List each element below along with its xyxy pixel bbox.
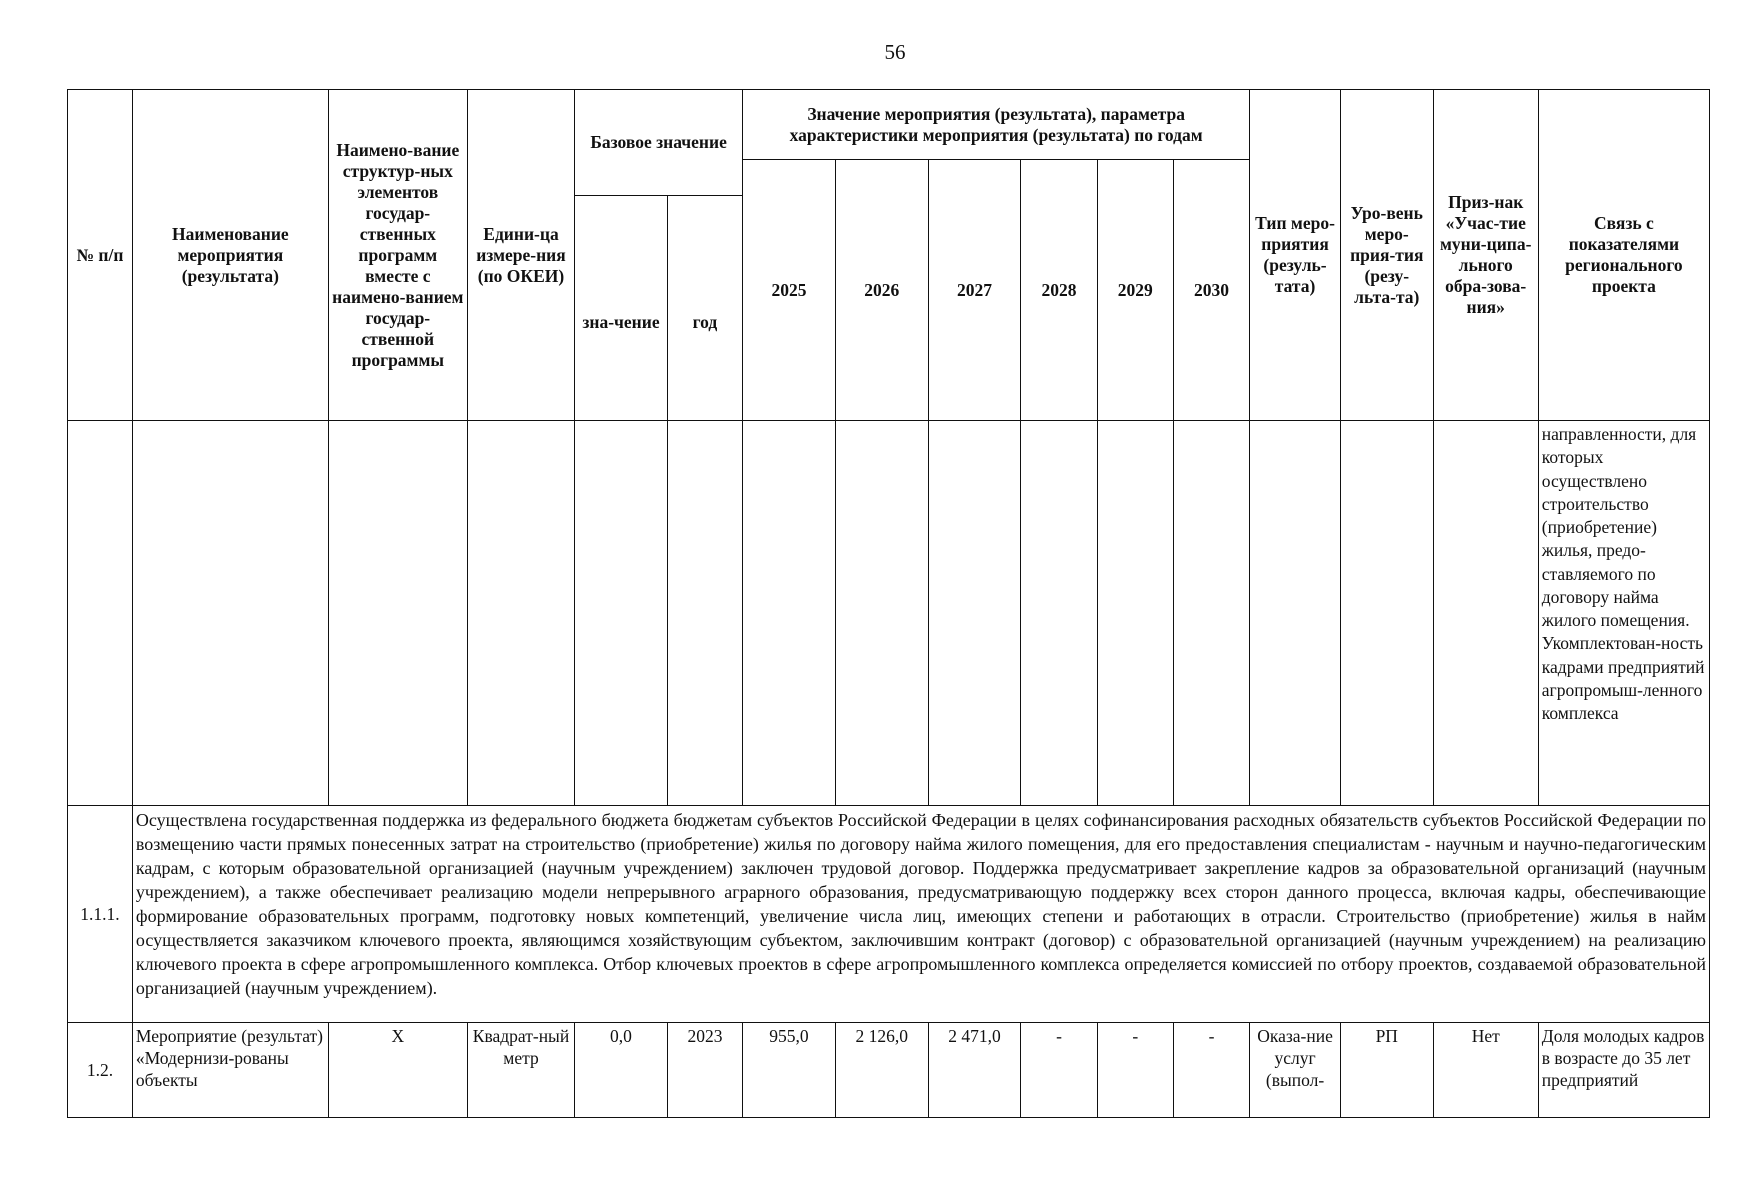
value-2025: 955,0 — [743, 1023, 836, 1118]
unit: Квадрат-ный метр — [467, 1023, 574, 1118]
header-base-year: год — [667, 196, 742, 421]
header-unit: Едини-ца измере-ния (по ОКЕИ) — [467, 90, 574, 421]
cell-empty — [1173, 421, 1249, 806]
header-year-2029: 2029 — [1097, 160, 1173, 421]
municipal-sign: Нет — [1433, 1023, 1538, 1118]
base-year: 2023 — [667, 1023, 742, 1118]
measure-level: РП — [1340, 1023, 1433, 1118]
header-year-2030: 2030 — [1173, 160, 1249, 421]
header-type: Тип меро-приятия (резуль-тата) — [1250, 90, 1341, 421]
header-num: № п/п — [68, 90, 133, 421]
row-1-2 — [68, 1023, 1710, 1118]
row-description: Осуществлена государственная поддержка из федерального бюджета бюджетам субъектов Российской Федерации в целях софинансирования расходных обязательств субъектов Российской Федерации по возмещению части прямых понесенных затрат на строительство (приобретение) жилья по договору найма жилого помещения, для его предоставления специалистам - научным и научно-педагогическим кадрам, с которым образовательной организацией (научным учреждением) заключен трудовой договор. Поддержка предусматривает закрепление кадров за образовательной организаций (научным учреждением), а также обеспечивает реализацию модели непрерывного аграрного образования, предусматривающую поддержку всех сторон данного процесса, включая кадры, обеспечивающие формирование образовательных программ, подготовку новых компетенций, увеличение числа лиц, имеющих степени и работающих в отрасли. Строительство (приобретение) жилья в найм осуществляется заказчиком ключевого проекта, являющимся хозяйствующим субъектом, заключившим контракт (договор) с образовательной организацией (научным учреждением) на реализацию ключевого проекта в сфере агропромышленного комплекса. Отбор ключевых проектов в сфере агропромышленного комплекса определяется комиссией по отбору проектов, создаваемой образовательной организацией (научным учреждением). — [132, 806, 1709, 1023]
header-level: Уро-вень меро-прия-тия (резу-льта-та) — [1340, 90, 1433, 421]
value-2028: - — [1021, 1023, 1097, 1118]
header-base: Базовое значение — [575, 90, 743, 196]
cell-empty — [1097, 421, 1173, 806]
cell-empty — [575, 421, 668, 806]
base-value: 0,0 — [575, 1023, 668, 1118]
header-row-1 — [68, 90, 1710, 160]
cell-empty — [68, 421, 133, 806]
cell-empty — [928, 421, 1021, 806]
header-year-2027: 2027 — [928, 160, 1021, 421]
continuation-row — [68, 421, 1710, 806]
cell-empty — [1433, 421, 1538, 806]
value-2030: - — [1173, 1023, 1249, 1118]
value-2029: - — [1097, 1023, 1173, 1118]
measure-type: Оказа-ние услуг (выпол- — [1250, 1023, 1341, 1118]
header-year-2025: 2025 — [743, 160, 836, 421]
value-2027: 2 471,0 — [928, 1023, 1021, 1118]
value-2026: 2 126,0 — [835, 1023, 928, 1118]
measures-table — [67, 89, 1710, 1118]
structural-element: X — [328, 1023, 467, 1118]
cell-empty — [743, 421, 836, 806]
cell-empty — [667, 421, 742, 806]
row-number: 1.1.1. — [68, 806, 133, 1023]
header-municipal-sign: Приз-нак «Учас-тие муни-ципа-льного обра-зова-ния» — [1433, 90, 1538, 421]
header-structural-elements: Наимено-вание структур-ных элементов государ-ственных программ вместе с наимено-ванием государ-ственной программы — [328, 90, 467, 421]
cell-empty — [467, 421, 574, 806]
link-indicator: Доля молодых кадров в возрасте до 35 лет предприятий — [1538, 1023, 1709, 1118]
header-year-2028: 2028 — [1021, 160, 1097, 421]
header-link: Связь с показателями регионального проекта — [1538, 90, 1709, 421]
row-1-1-1 — [68, 806, 1710, 1023]
measure-name: Мероприятие (результат) «Модернизи-рованы объекты — [132, 1023, 328, 1118]
cell-empty — [1340, 421, 1433, 806]
header-values-by-year: Значение мероприятия (результата), параметра характеристики мероприятия (результата) по годам — [743, 90, 1250, 160]
cell-empty — [1021, 421, 1097, 806]
continuation-link-text: направленности, для которых осуществлено строительство (приобретение) жилья, предо-ставляемого по договору найма жилого помещения. Укомплектован-ность кадрами предприятий агропромыш-ленного комплекса — [1538, 421, 1709, 806]
cell-empty — [835, 421, 928, 806]
cell-empty — [1250, 421, 1341, 806]
header-base-value: зна-чение — [575, 196, 668, 421]
cell-empty — [132, 421, 328, 806]
row-number: 1.2. — [68, 1023, 133, 1118]
header-name: Наименование мероприятия (результата) — [132, 90, 328, 421]
cell-empty — [328, 421, 467, 806]
header-year-2026: 2026 — [835, 160, 928, 421]
page-number: 56 — [884, 40, 906, 64]
